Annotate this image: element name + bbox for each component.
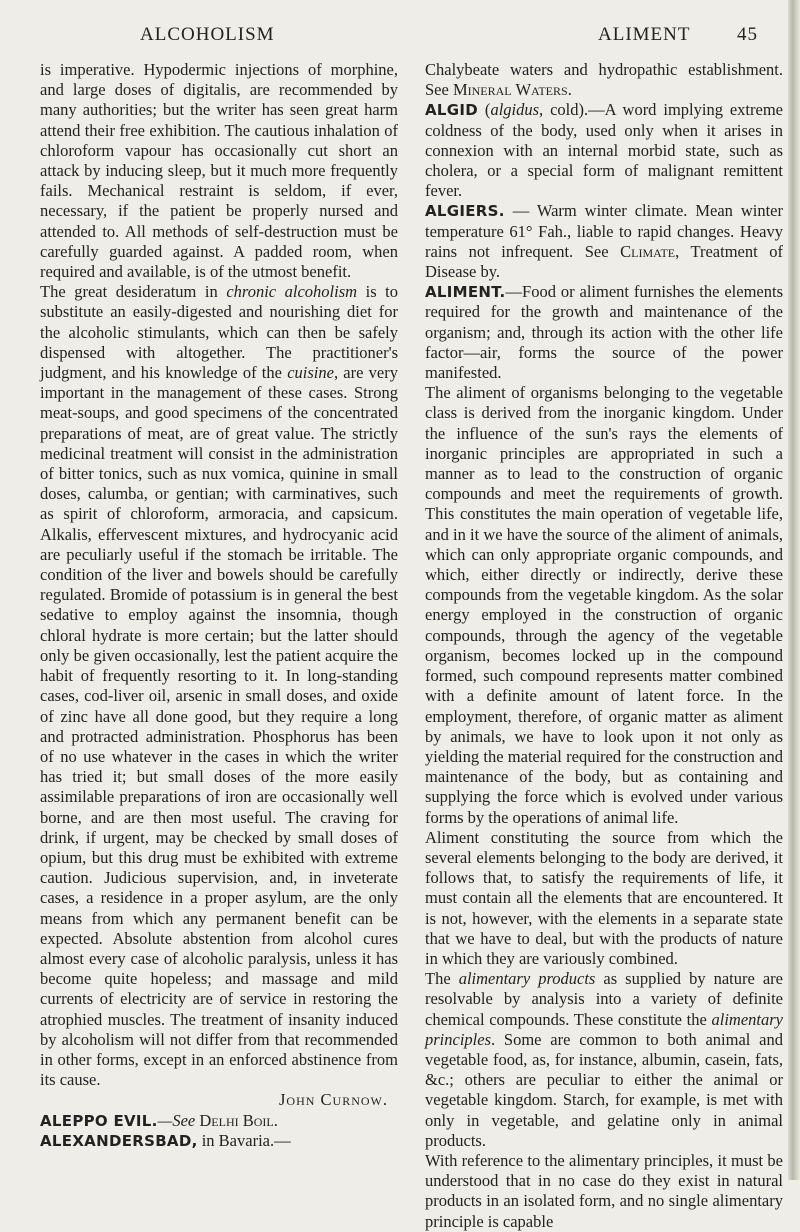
text-run: , cold).—A word implying extreme coldness of the body, used only when it arises in connexion with an internal morbid state, such as cholera, or a special form of malignant remittent fever. xyxy=(425,100,783,201)
header-left-title: ALCOHOLISM xyxy=(140,24,275,45)
page-number: 45 xyxy=(737,24,758,45)
running-header xyxy=(0,14,800,54)
header-right-title: ALIMENT xyxy=(598,24,691,45)
text-run: . Some are common to both animal and vegetable food, as, for instance, albumin, casein, fats, &c.; others are peculiar to either the animal or vegetable kingdom. Starch, for example, is met with only in vegetable, and gelatine only in animal products. xyxy=(425,1029,783,1150)
alcoholism-paragraph-1: is imperative. Hypodermic injections of morphine, and large doses of digitalis, are recommended by many authorities; but the writer has seen great harm attend their free exhibition. The cautious inhalation of chloroform vapour has occasionally cut short an attack by inducing sleep, but it much more frequently fails. Mechanical restraint is seldom, if ever, necessary, if the patient be properly nursed and attended to. All methods of self-destruction must be carefully guarded against. A padded room, when required and available, is of the utmost benefit. xyxy=(40,60,398,282)
text-run: as supplied by nature are resolvable by analysis into a variety of definite chemical compounds. These constitute the xyxy=(425,969,784,1029)
text-run: , are very important in the management of these cases. Strong meat-soups, and good specimens of the concentrated preparations of meat, are of great value. The strictly medicinal treatment will consist in the administration of bitter tonics, such as nux vomica, quinine in small doses, calumba, or gentian; with carminatives, such as spirit of chloroform, armoracia, and capsicum. Alkalis, effervescent mixtures, and hydrocyanic acid are peculiarly useful if the stomach be irritable. The condition of the liver and bowels should be carefully regulated. Bromide of potassium is in general the best sedative to employ against the insomnia, though chloral hydrate is more certain; but the latter should only be given occasionally, lest the patient acquire the habit of frequently resorting to it. In long-standing cases, cod-liver oil, arsenic in small doses, and oxide of zinc have all done good, but they require a long and protracted administration. Phosphorus has been of no use whatever in the cases in which the writer has tried it; but small doses of the more easily assimilable preparations of iron are occasionally well borne, and are then most useful. The craving for drink, if urgent, may be checked by small doses of opium, but this drug must be exhibited with extreme caution. Judicious supervision, and, in inveterate cases, a residence in a proper asylum, are the only means from which any permanent benefit can be expected. Absolute abstention from alcohol cures almost every case of alcoholic paralysis, unless it has become quite hopeless; and massage and mild currents of electricity are of service in restoring the atrophied muscles. The treatment of insanity induced by alcoholism will not differ from that recommended in other forms, except in an enforced abstinence from its cause. xyxy=(40,363,398,1090)
entry-alexandersbad xyxy=(40,1131,398,1151)
text-run: is to substitute an easily-digested and nourishing diet for the alcoholic stimulants, which can then be safely dispensed with altogether. The practitioner's judgment, and his knowledge of the xyxy=(40,282,399,383)
text-run: Chalybeate waters and hydropathic establishment. See xyxy=(425,60,783,100)
latin-term: algidus xyxy=(490,100,540,120)
left-column xyxy=(40,60,398,1151)
cross-reference: Climate, xyxy=(620,241,680,261)
text-run: —See xyxy=(157,1110,200,1130)
headword: ALGID xyxy=(425,101,479,120)
entry-aleppo-evil xyxy=(40,1111,398,1131)
page-edge-decoration xyxy=(788,0,800,1180)
text-run: — Warm winter climate. Mean winter temperature 61° Fah., liable to rapid changes. Heavy rains not infrequent. See xyxy=(425,201,783,261)
cross-reference: Delhi Boil. xyxy=(199,1110,278,1130)
entry-algid: ALGID (algidus, cold).—A word implying extreme coldness of the body, used only when it arises in connexion with an internal morbid state, such as cholera, or a special form of malignant remittent fever. xyxy=(425,100,783,201)
author-signature: John Curnow. xyxy=(278,1090,388,1110)
right-column xyxy=(425,60,783,1232)
text-run: The xyxy=(425,969,459,989)
italic-term: alimentary products xyxy=(458,969,596,989)
headword: ALEXANDERSBAD, xyxy=(40,1131,198,1150)
aliment-paragraph-2: The aliment of organisms belonging to the vegetable class is derived from the inorganic kingdom. Under the influence of the sun's rays the elements of inorganic principles are appropriated in such a manner as to lead to the construction of organic compounds and meet the requirements of growth. This constitutes the main operation of vegetable life, and in it we have the source of the aliment of animals, which can only appropriate organic compounds, and which, either directly or indirectly, derive these compounds from the vegetable kingdom. As the solar energy employed in the construction of organic compounds, through the agency of the vegetable organism, becomes locked up in the compound formed, such compound represents matter combined with a definite amount of latent force. In the employment, therefore, of organic matter as aliment by animals, we have to look upon it not only as yielding the material required for the construction and maintenance of the body, but as containing and supplying the force which is evolved under various forms by the operations of animal life. xyxy=(425,383,783,827)
aliment-paragraph-4 xyxy=(425,969,783,1151)
cross-reference: Mineral Waters. xyxy=(452,80,572,100)
text-run: —Food or aliment furnishes the elements required for the growth and maintenance of the organism; and, through its action with the other life factor—air, forms the source of the power manifested. xyxy=(425,282,783,383)
aliment-paragraph-5: With reference to the alimentary principles, it must be understood that in no case do they exist in natural products in an isolated form, and no single alimentary principle is capable xyxy=(425,1150,783,1231)
text-run: Treatment of Disease by. xyxy=(425,241,783,282)
text-run: in Bavaria.— xyxy=(197,1130,291,1150)
alcoholism-paragraph-2 xyxy=(40,282,398,1090)
aliment-paragraph-3: Aliment constituting the source from which the several elements belonging to the body are derived, it follows that, to satisfy the requirements of life, it must contain all the elements that are encountered. It is not, however, with the elements in a separate state that we have to deal, but with the products of nature in which they are variously combined. xyxy=(425,827,783,968)
entry-aliment xyxy=(425,282,783,383)
headword: ALEPPO EVIL. xyxy=(40,1111,158,1130)
headword: ALIMENT. xyxy=(425,283,506,302)
entry-algiers xyxy=(425,201,783,282)
italic-term: alimentary principles xyxy=(425,1009,783,1049)
italic-term: chronic alcoholism xyxy=(226,282,358,302)
headword: ALGIERS. xyxy=(425,202,505,221)
italic-term: cuisine xyxy=(287,363,334,383)
text-run: The great desideratum in xyxy=(40,282,227,302)
alexandersbad-continuation xyxy=(425,60,783,100)
